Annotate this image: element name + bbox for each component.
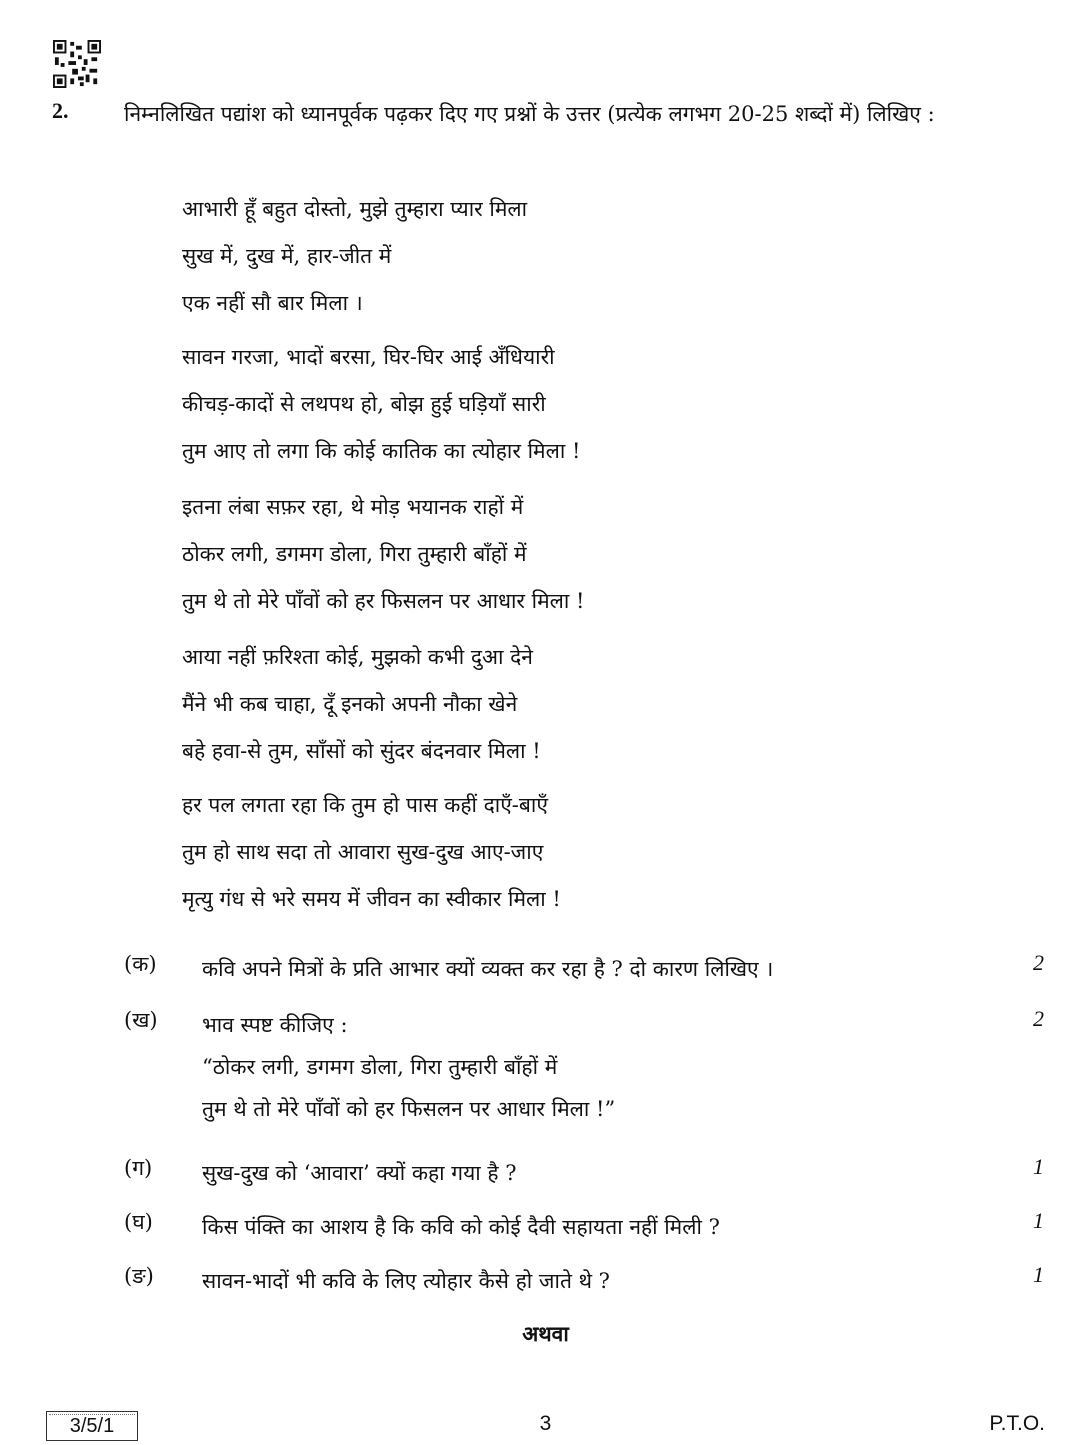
poem-line: सुख में, दुख में, हार-जीत में bbox=[182, 244, 392, 268]
subquestion-label: (क) bbox=[124, 952, 157, 976]
subquestion-label: (घ) bbox=[124, 1210, 153, 1234]
subquestion-text: सावन-भादों भी कवि के लिए त्योहार कैसे हो जाते थे ? bbox=[202, 1269, 610, 1293]
poem-line: कीचड़-कादों से लथपथ हो, बोझ हुई घड़ियाँ सारी bbox=[182, 392, 546, 416]
qr-code-image bbox=[52, 40, 102, 88]
page-number: 3 bbox=[539, 1412, 552, 1435]
poem-stanza-1 bbox=[182, 186, 527, 327]
poem-line: मैंने भी कब चाहा, दूँ इनको अपनी नौका खेने bbox=[182, 692, 518, 716]
poem-line: तुम हो साथ सदा तो आवारा सुख-दुख आए-जाए bbox=[182, 840, 544, 864]
pto-label: P.T.O. bbox=[989, 1412, 1045, 1435]
marks: 1 bbox=[1033, 1262, 1044, 1287]
or-divider: अथवा bbox=[522, 1321, 569, 1346]
question-instruction: निम्नलिखित पद्यांश को ध्यानपूर्वक पढ़कर दिए गए प्रश्नों के उत्तर (प्रत्येक लगभग 20-25 शब्दों में) लिखिए : bbox=[124, 102, 935, 126]
marks: 1 bbox=[1033, 1154, 1044, 1179]
marks: 2 bbox=[1033, 1006, 1044, 1031]
quote-line-1: “ठोकर लगी, डगमग डोला, गिरा तुम्हारी बाँहों में bbox=[202, 1055, 558, 1079]
subquestion-label: (ग) bbox=[124, 1156, 153, 1180]
marks: 1 bbox=[1033, 1208, 1044, 1233]
poem-line: एक नहीं सौ बार मिला । bbox=[182, 291, 363, 315]
poem-stanza-3 bbox=[182, 484, 584, 625]
subquestion-label: (ङ) bbox=[124, 1264, 154, 1288]
poem-line: मृत्यु गंध से भरे समय में जीवन का स्वीकार मिला ! bbox=[182, 887, 561, 911]
poem-line: आया नहीं फ़रिश्ता कोई, मुझको कभी दुआ देने bbox=[182, 645, 533, 669]
poem-line: तुम आए तो लगा कि कोई कातिक का त्योहार मिला ! bbox=[182, 439, 581, 463]
paper-code: 3/5/1 bbox=[46, 1411, 138, 1441]
poem-stanza-2 bbox=[182, 334, 580, 475]
poem-line: हर पल लगता रहा कि तुम हो पास कहीं दाएँ-बाएँ bbox=[182, 793, 548, 817]
subquestion-text: कवि अपने मित्रों के प्रति आभार क्यों व्यक्त कर रहा है ? दो कारण लिखिए । bbox=[202, 957, 774, 981]
subquestion-text: भाव स्पष्ट कीजिए : bbox=[202, 1013, 348, 1037]
poem-line: तुम थे तो मेरे पाँवों को हर फिसलन पर आधार मिला ! bbox=[182, 589, 585, 613]
subquestion-text: किस पंक्ति का आशय है कि कवि को कोई दैवी सहायता नहीं मिली ? bbox=[202, 1215, 720, 1239]
poem-stanza-5 bbox=[182, 782, 561, 923]
poem-line: ठोकर लगी, डगमग डोला, गिरा तुम्हारी बाँहों में bbox=[182, 542, 527, 566]
poem-line: आभारी हूँ बहुत दोस्तो, मुझे तुम्हारा प्यार मिला bbox=[182, 197, 528, 221]
subquestion-text: सुख-दुख को ‘आवारा’ क्यों कहा गया है ? bbox=[202, 1161, 517, 1185]
question-number: 2. bbox=[52, 98, 69, 123]
quote-line-2: तुम थे तो मेरे पाँवों को हर फिसलन पर आधार मिला !” bbox=[202, 1097, 616, 1121]
subquestion-label: (ख) bbox=[124, 1008, 158, 1032]
poem-line: सावन गरजा, भादों बरसा, घिर-घिर आई अँधियारी bbox=[182, 345, 555, 369]
poem-stanza-4 bbox=[182, 634, 541, 775]
poem-line: बहे हवा-से तुम, साँसों को सुंदर बंदनवार मिला ! bbox=[182, 739, 541, 763]
marks: 2 bbox=[1033, 950, 1044, 975]
poem-line: इतना लंबा सफ़र रहा, थे मोड़ भयानक राहों में bbox=[182, 495, 524, 519]
